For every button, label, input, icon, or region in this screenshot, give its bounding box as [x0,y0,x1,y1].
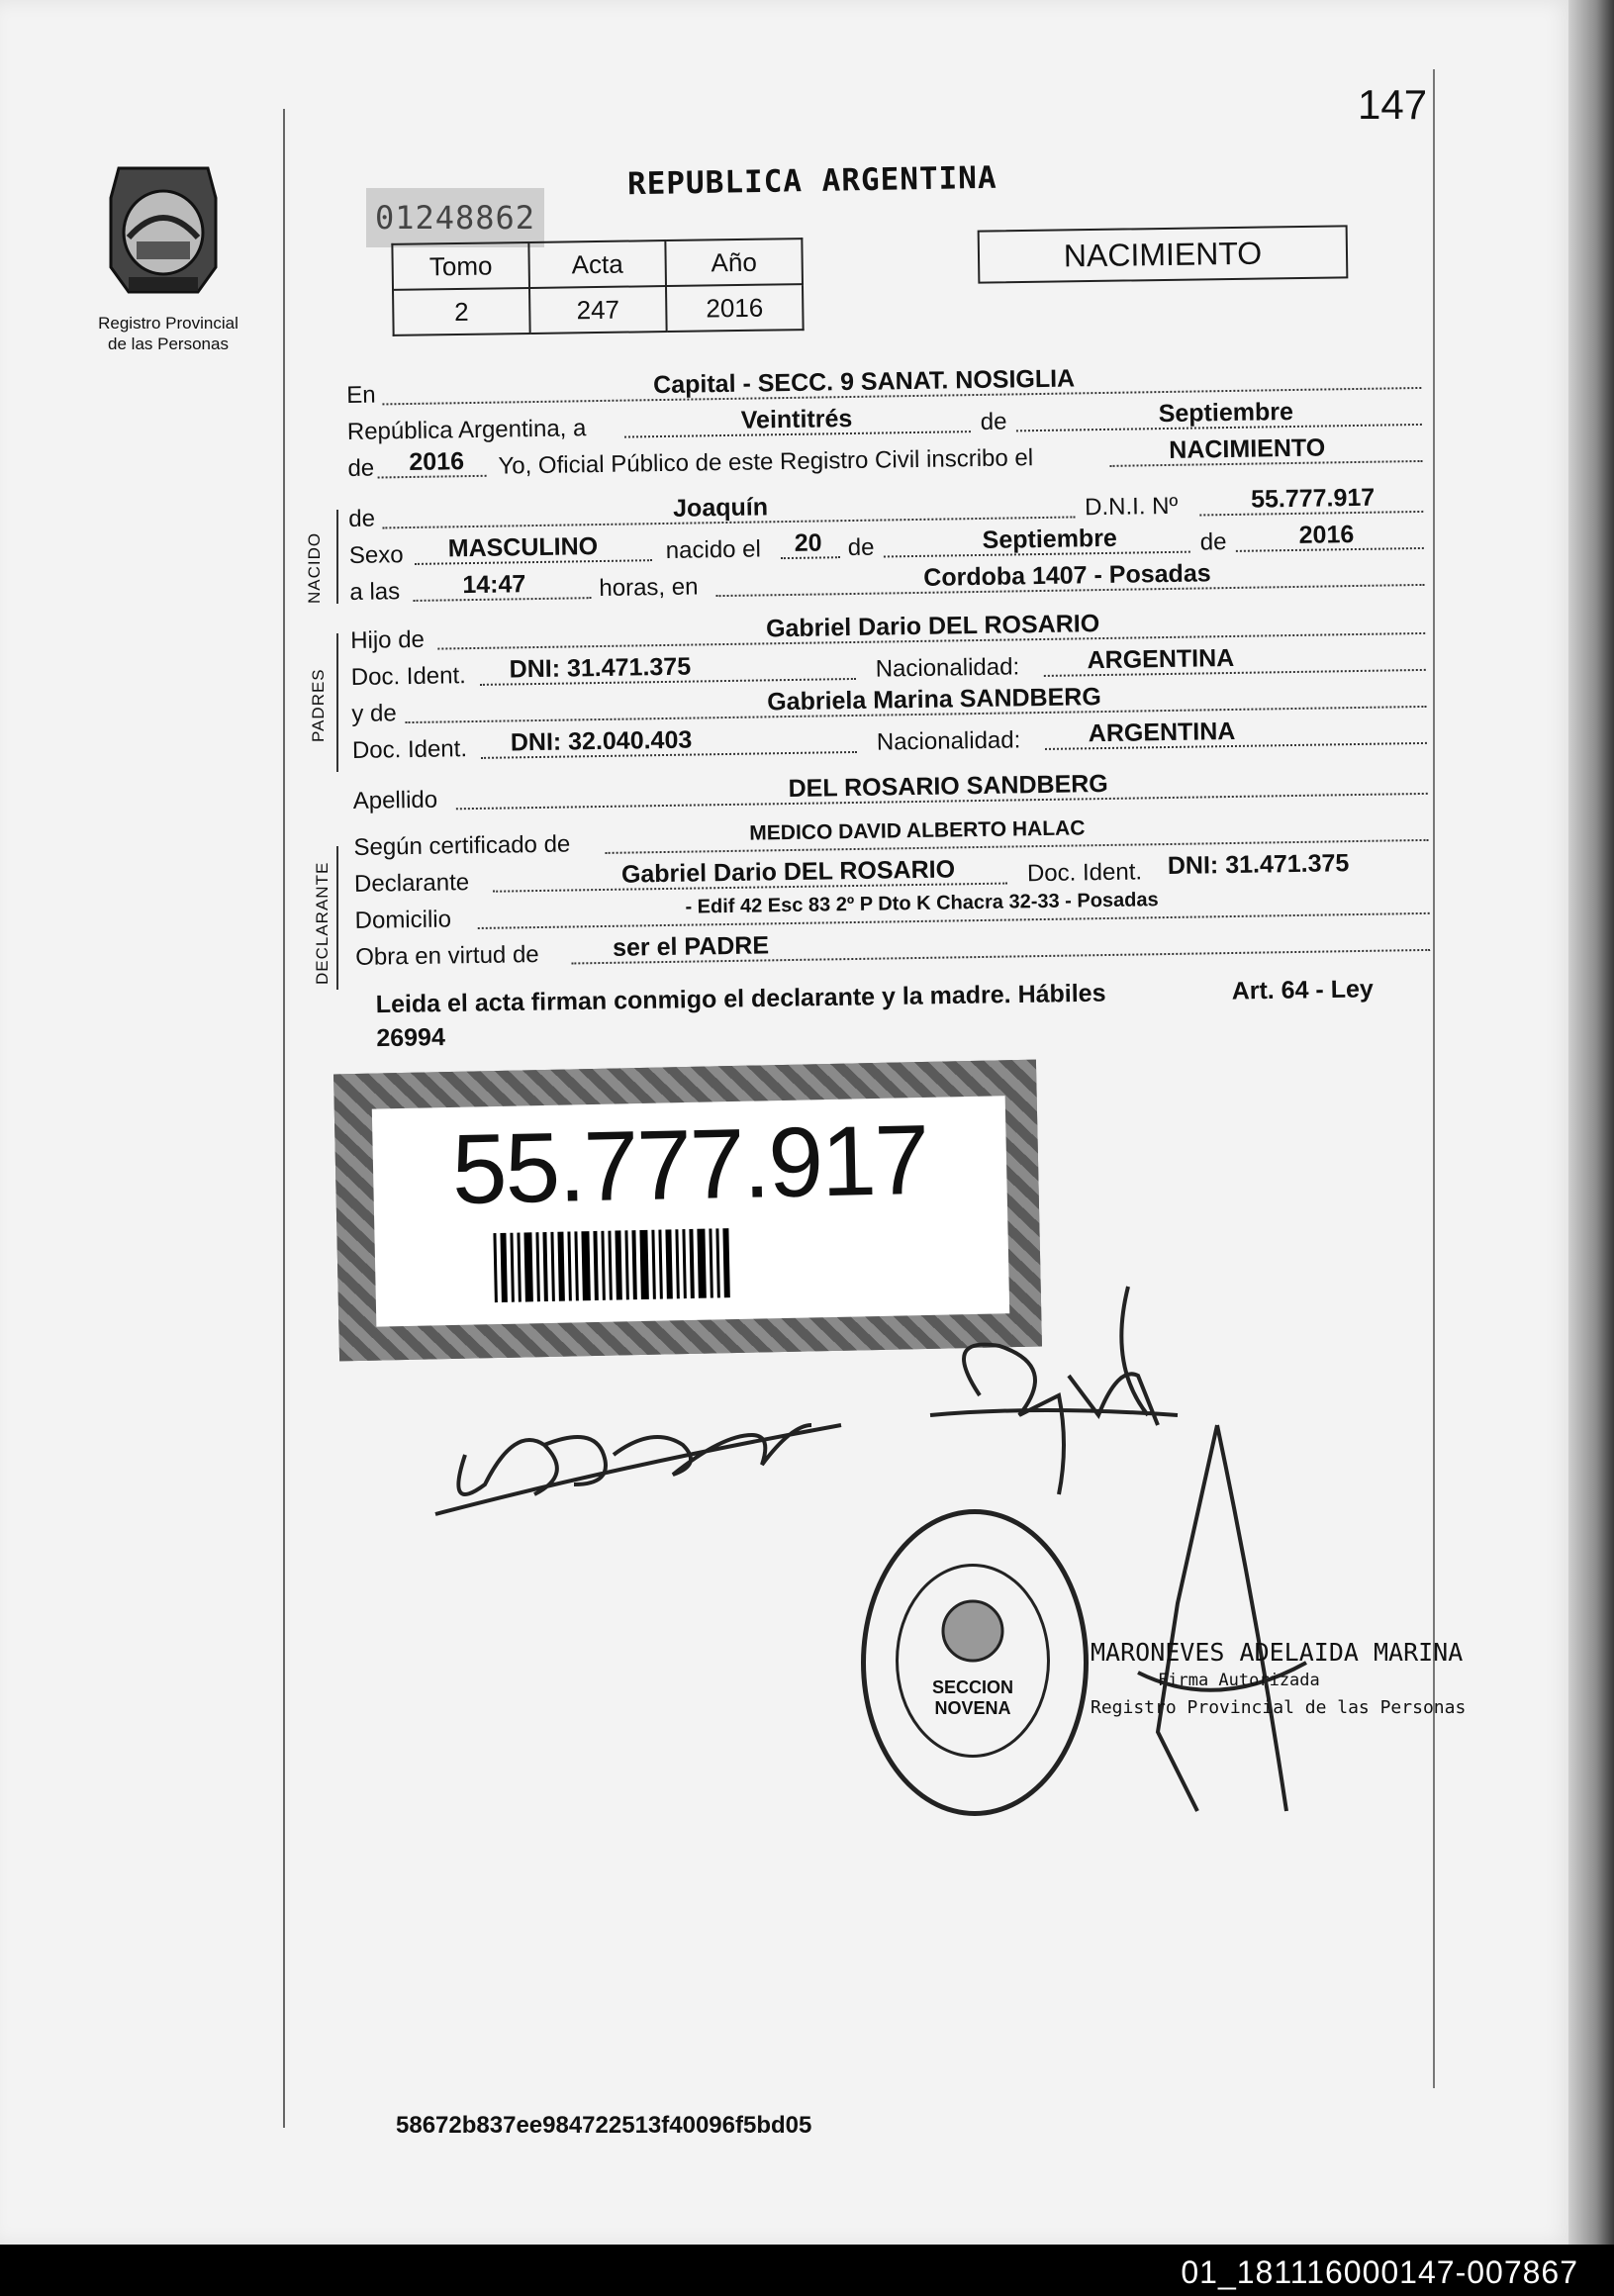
page-number: 147 [1358,81,1428,128]
label-doc-ident: Doc. Ident. [350,662,467,691]
label-en: En [346,381,376,409]
barcode-bar [542,1232,547,1301]
value-birth-month: Septiembre [982,524,1118,554]
value-father-nationality: ARGENTINA [1087,643,1235,675]
value-anio: 2016 [666,284,804,332]
header-acta: Acta [528,240,666,288]
serial-number: 01248862 [366,188,544,247]
stamp-inner-ring [896,1564,1050,1758]
label-a-las: a las [349,578,401,606]
label-dni: D.N.I. Nº [1084,492,1179,522]
birth-record-form [346,359,1434,975]
document-hash: 58672b837ee984722513f40096f5bd05 [396,2112,812,2139]
barcode-bar [608,1231,612,1300]
sticker-dni-number: 55.777.917 [450,1103,929,1225]
value-mother-doc: DNI: 32.040.403 [510,725,693,757]
caption-line-1: Registro Provincial [98,314,238,333]
section-nacido: NACIDO [305,531,324,604]
label-republica: República Argentina, a [346,415,587,445]
label-domicilio: Domicilio [354,906,452,934]
declarante-bracket [336,846,338,990]
barcode-bar [523,1232,532,1301]
barcode-bar [689,1229,694,1298]
value-month: Septiembre [1158,397,1294,429]
padres-bracket [336,633,338,772]
barcode-bar [615,1230,621,1299]
registry-caption [69,313,267,354]
value-en: Capital - SECC. 9 SANAT. NOSIGLIA [652,364,1076,400]
barcode-bar [639,1230,648,1299]
stamp-emblem-icon [938,1596,1007,1666]
closing-law: 26994 [376,1023,446,1053]
barcode-bar [550,1232,554,1301]
label-de-3: de [847,533,875,562]
value-acta: 247 [529,286,667,334]
label-nacionalidad: Nacionalidad: [875,653,1020,683]
value-mother: Gabriela Marina SANDBERG [767,683,1101,717]
value-day: Veintitrés [740,404,853,434]
value-declarante: Gabriel Dario DEL ROSARIO [620,855,956,889]
barcode-bar [658,1230,662,1299]
value-declarante-doc: DNI: 31.471.375 [1167,849,1350,881]
barcode-bar [665,1229,672,1298]
barcode-bar [557,1232,564,1301]
barcode-bar [581,1231,590,1300]
closing-article: Art. 64 - Ley [1231,975,1375,1005]
signer-block [1091,1639,1466,1722]
footer-bar [0,2245,1614,2296]
barcode-bar [631,1230,636,1299]
label-de: de [980,408,1007,435]
label-sexo: Sexo [348,541,404,569]
page-edge [1568,0,1614,2245]
barcode-bar [500,1233,507,1302]
registry-table [391,238,804,336]
stamp-inner-text: SECCION NOVENA [931,1677,1013,1718]
barcode-bar [535,1232,539,1301]
nacido-bracket [336,510,338,604]
sticker-label [372,1096,1009,1326]
value-birth-place: Cordoba 1407 - Posadas [923,559,1211,592]
label-hijo-de: Hijo de [349,625,426,654]
barcode-icon [493,1225,900,1303]
barcode-bar [675,1229,679,1298]
header-anio: Año [665,239,803,286]
barcode-bar [715,1228,719,1297]
barcode-bar [722,1228,729,1297]
value-mother-nationality: ARGENTINA [1088,717,1236,748]
label-y-de: y de [351,700,397,727]
barcode-bar [709,1228,712,1297]
header-tomo: Tomo [392,242,529,290]
label-nacionalidad-2: Nacionalidad: [876,726,1021,756]
value-domicilio: - Edif 42 Esc 83 2º P Dto K Chacra 32-33 - Posadas [685,889,1159,918]
value-sexo: MASCULINO [447,532,599,563]
barcode-bar [697,1229,706,1298]
value-obra: ser el PADRE [612,931,770,962]
value-segun: MEDICO DAVID ALBERTO HALAC [749,816,1086,845]
section-padres: PADRES [309,668,328,742]
row-apellido [352,765,1431,818]
barcode-bar [574,1231,578,1300]
value-child-dni: 55.777.917 [1250,483,1376,514]
caption-line-2: de las Personas [108,335,229,353]
value-birth-day: 20 [794,528,822,557]
barcode-bar [651,1230,655,1299]
label-segun: Según certificado de [353,830,571,861]
value-time: 14:47 [462,570,526,600]
closing-text: Leida el acta firman conmigo el declarante y la madre. Hábiles [375,979,1106,1019]
signer-role: Firma Autorizada [1158,1671,1320,1690]
label-year-prefix: de [347,454,375,482]
document-title: REPUBLICA ARGENTINA [626,159,997,203]
barcode-bar [593,1231,598,1300]
signer-office: Registro Provincial de las Personas [1091,1697,1467,1718]
value-father-doc: DNI: 31.471.375 [509,652,692,684]
value-year: 2016 [409,447,465,477]
record-type-box: NACIMIENTO [978,225,1349,283]
value-apellido: DEL ROSARIO SANDBERG [788,769,1108,804]
value-tomo: 2 [393,288,530,335]
label-horas-en: horas, en [599,573,699,603]
authorized-signature-icon [1138,1415,1316,1821]
section-declarante: DECLARANTE [313,861,332,985]
left-margin-rule [283,109,285,2128]
footer-id: 01_181116000147-007867 [1181,2254,1578,2290]
barcode-bar [493,1233,497,1302]
label-doc-ident-2: Doc. Ident. [351,735,468,764]
label-obra: Obra en virtud de [355,941,539,971]
value-birth-year: 2016 [1298,521,1355,549]
provincial-seal-icon [99,158,228,307]
label-inscribo: Yo, Oficial Público de este Registro Civil inscribo el [498,444,1034,480]
value-child-name: Joaquín [672,493,769,523]
value-inscribo: NACIMIENTO [1169,433,1326,464]
label-doc-ident-3: Doc. Ident. [1026,858,1143,888]
signer-name: MARONEVES ADELAIDA MARINA [1091,1638,1464,1667]
delegation-stamp [861,1509,1089,1816]
value-father: Gabriel Dario DEL ROSARIO [765,610,1100,643]
barcode-bar [601,1231,605,1300]
barcode-bar [682,1229,686,1298]
barcode-bar [567,1231,571,1300]
label-nacido-el: nacido el [665,535,762,564]
label-declarante: Declarante [353,869,470,898]
declarant-signature-icon [426,1366,841,1524]
label-de-2: de [348,505,376,532]
barcode-bar [510,1233,514,1302]
barcode-bar [624,1230,628,1299]
right-margin-rule [1433,69,1435,2088]
label-apellido: Apellido [352,786,438,814]
label-de-4: de [1199,528,1227,556]
barcode-bar [517,1233,521,1302]
